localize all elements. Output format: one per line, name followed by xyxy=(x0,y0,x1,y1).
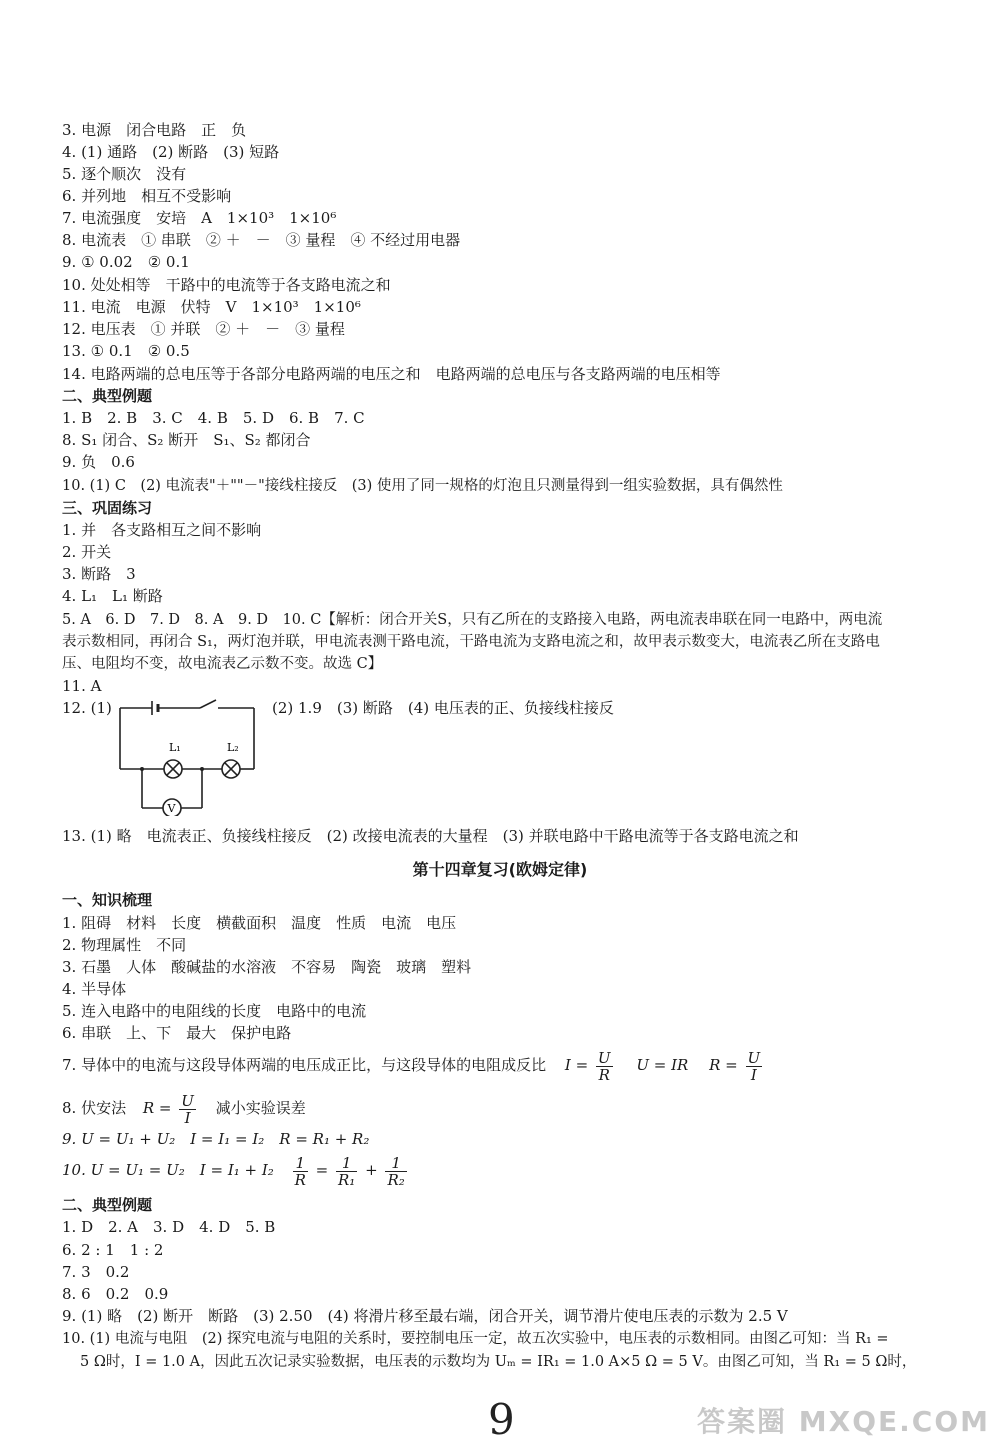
answer-line: 4. L₁ L₁ 断路 xyxy=(62,587,163,605)
answer-line: 13. (1) 略 电流表正、负接线柱接反 (2) 改接电流表的大量程 (3) 并联电路中干路电流等于各支路电流之和 xyxy=(62,827,799,845)
answer-line: 7. 电流强度 安培 A 1×10³ 1×10⁶ xyxy=(62,209,337,227)
answer-line: 8. S₁ 闭合、S₂ 断开 S₁、S₂ 都闭合 xyxy=(62,431,311,449)
answer-line: 11. 电流 电源 伏特 V 1×10³ 1×10⁶ xyxy=(62,298,361,316)
answer-line: 1. 阻碍 材料 长度 横截面积 温度 性质 电流 电压 xyxy=(62,914,457,932)
answer-line: 2. 物理属性 不同 xyxy=(62,936,187,954)
answer-line: 1. B 2. B 3. C 4. B 5. D 6. B 7. C xyxy=(62,409,365,427)
answer-line: 2. 开关 xyxy=(62,543,112,561)
answer-line: 压、电阻均不变，故电流表乙示数不变。故选 C】 xyxy=(62,656,383,672)
answer-line: 5 Ω时，I = 1.0 A，因此五次记录实验数据，电压表的示数均为 Uₘ = IR₁ = 1.0 A×5 Ω = 5 V。由图乙可知，当 R₁ = 5 Ω时， xyxy=(80,1354,917,1370)
answer-line: 3. 石墨 人体 酸碱盐的水溶液 不容易 陶瓷 玻璃 塑料 xyxy=(62,958,472,976)
answer-line: 9. (1) 略 (2) 断开 断路 (3) 2.50 (4) 将滑片移至最右端，闭合开关，调节滑片使电压表的示数为 2.5 V xyxy=(62,1307,788,1325)
answer-line: 6. 串联 上、下 最大 保护电路 xyxy=(62,1024,292,1042)
section-heading: 二、典型例题 xyxy=(62,387,153,405)
answer-line: 10. (1) C (2) 电流表"＋""－"接线柱接反 (3) 使用了同一规格的灯泡且只测量得到一组实验数据，具有偶然性 xyxy=(62,478,783,494)
chapter-title: 第十四章复习(欧姆定律) xyxy=(412,860,588,879)
answer-line: 9. 负 0.6 xyxy=(62,453,135,471)
answer-line: 5. 逐个顺次 没有 xyxy=(62,165,187,183)
answer-line: 9. ① 0.02 ② 0.1 xyxy=(62,253,190,271)
answer-line: 1. D 2. A 3. D 4. D 5. B xyxy=(62,1218,276,1236)
answer-line: 4. 半导体 xyxy=(62,980,127,998)
answer-line: 11. A xyxy=(62,677,102,695)
answer-line: 13. ① 0.1 ② 0.5 xyxy=(62,342,190,360)
section-heading: 三、巩固练习 xyxy=(62,499,153,517)
answer-line: 表示数相同，再闭合 S₁，两灯泡并联，甲电流表测干路电流，干路电流为支路电流之和，故甲表示数变大，电流表乙所在支路电 xyxy=(62,634,880,650)
section-heading: 一、知识梳理 xyxy=(62,891,153,909)
answer-line: 14. 电路两端的总电压等于各部分电路两端的电压之和 电路两端的总电压与各支路两端的电压相等 xyxy=(62,365,721,383)
lamp-label: L₂ xyxy=(227,741,239,754)
answer-line: 6. 2 : 1 1 : 2 xyxy=(62,1241,164,1259)
section-heading: 二、典型例题 xyxy=(62,1196,153,1214)
answer-line: 8. 6 0.2 0.9 xyxy=(62,1285,169,1303)
answer-line: 7. 3 0.2 xyxy=(62,1263,130,1281)
answer-line: 12. 电压表 ① 并联 ② ＋ － ③ 量程 xyxy=(62,320,345,338)
formula-line: 8. 伏安法 R = $\frac{U}{I}$ 减小实验误差 xyxy=(62,1091,306,1127)
answer-line: 4. (1) 通路 (2) 断路 (3) 短路 xyxy=(62,143,280,161)
answer-line: 5. A 6. D 7. D 8. A 9. D 10. C【解析：闭合开关S，只有乙所在的支路接入电路，两电流表串联在同一电路中，两电流 xyxy=(62,612,883,628)
handwritten-page-number: 9 xyxy=(488,1395,515,1444)
answer-line: 12. (1) xyxy=(62,699,112,717)
answer-line: 6. 并列地 相互不受影响 xyxy=(62,187,232,205)
answer-line: 8. 电流表 ① 串联 ② ＋ － ③ 量程 ④ 不经过用电器 xyxy=(62,231,461,249)
answer-line: 10. (1) 电流与电阻 (2) 探究电流与电阻的关系时，要控制电压一定，故五次实验中，电压表的示数相同。由图乙可知：当 R₁ = xyxy=(62,1331,889,1347)
answer-line: (2) 1.9 (3) 断路 (4) 电压表的正、负接线柱接反 xyxy=(272,699,614,717)
circuit-diagram xyxy=(112,696,262,816)
formula-line: 7. 导体中的电流与这段导体两端的电压成正比，与这段导体的电阻成反比 I = $\frac{U}{R}$ U = IR R = $\frac{U}{I}$ xyxy=(62,1048,761,1084)
answer-line: 5. 连入电路中的电阻线的长度 电路中的电流 xyxy=(62,1002,367,1020)
answer-line: 3. 断路 3 xyxy=(62,565,136,583)
lamp-label: L₁ xyxy=(169,741,181,754)
answer-line: 10. 处处相等 干路中的电流等于各支路电流之和 xyxy=(62,276,391,294)
answer-line: 9. U = U₁ + U₂ I = I₁ = I₂ R = R₁ + R₂ xyxy=(62,1130,370,1148)
answer-line: 1. 并 各支路相互之间不影响 xyxy=(62,521,262,539)
answer-line: 3. 电源 闭合电路 正 负 xyxy=(62,121,247,139)
voltmeter-label: V xyxy=(167,802,176,815)
formula-line: 10. U = U₁ = U₂ I = I₁ + I₂ $\frac{1}{R}$ = $\frac{1}{\text{R₁}}$ + $\frac{1}{\text{R₂}}$ xyxy=(62,1153,405,1189)
watermark: 答案圈 MXQE.COM xyxy=(697,1405,990,1438)
